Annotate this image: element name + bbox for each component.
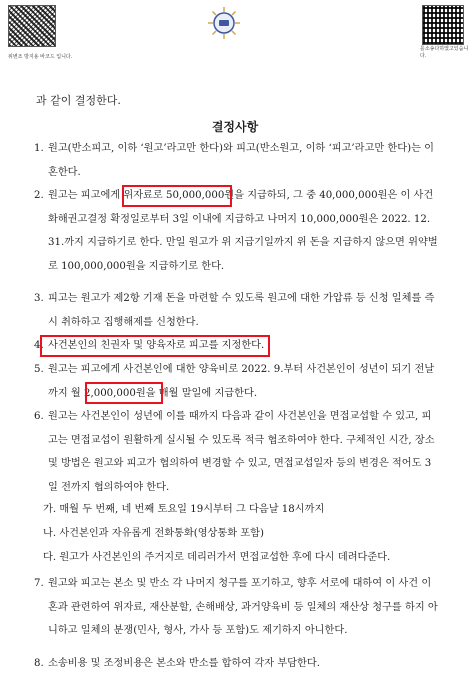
sub-item: 다. 원고가 사건본인의 주거지로 데리러가서 면접교섭한 후에 다시 데려다준다. [43, 552, 391, 563]
barcode-left [8, 5, 56, 47]
qr-code-right [422, 5, 464, 45]
page-title: 결정사항 [211, 120, 259, 134]
sub-item: 나. 사건본인과 자유롭게 전화통화(영상통화 포함) [43, 528, 264, 539]
court-emblem-icon [207, 6, 241, 40]
list-item: 4. 사건본인의 친권자 및 양육자로 피고를 지정한다. [34, 340, 265, 351]
lead-text: 과 같이 결정한다. [36, 94, 121, 107]
list-item: 8. 소송비용 및 조정비용은 본소와 반소를 합하여 각자 부담한다. [34, 658, 320, 669]
list-item: 3. 피고는 원고가 제2항 기재 돈을 마련할 수 있도록 원고에 대한 가압류 등 신청 일체를 즉시 취하하고 집행해제를 신청한다. [34, 293, 435, 328]
qr-caption-right: 를소송다하였고있습니다. [420, 46, 469, 59]
list-item: 2. 원고는 피고에게 위자료로 50,000,000원을 지급하되, 그 중 40,000,000원은 이 사건 화해권고결정 확정일로부터 3일 이내에 지급하고 나머지 10,000,000원은 2022. 12. 31.까지 지급하기로 한다. 만일 원고가 위 지급기일까지 위 돈을 지급하지 않으면 위약벌로 100,000,000원을 지급하기로 한다. [34, 190, 438, 272]
list-item: 7. 원고와 피고는 본소 및 반소 각 나머지 청구를 포기하고, 향후 서로에 대하여 이 사건 이혼과 관련하여 위자료, 재산분할, 손해배상, 과거양육비 등 일체의 재산상 청구를 하지 아니하고 일체의 분쟁(민사, 형사, 가사 등 포함)도 제기하지 아니한다. [34, 578, 438, 636]
list-item: 5. 원고는 피고에게 사건본인에 대한 양육비로 2022. 9.부터 사건본인이 성년이 되기 전날까지 월 2,000,000원을 매월 말일에 지급한다. [34, 364, 435, 399]
list-item: 1. 원고(반소피고, 이하 ‘원고’라고만 한다)와 피고(반소원고, 이하 ‘피고’라고만 한다)는 이혼한다. [34, 143, 434, 178]
barcode-caption-left: 위변조 방지용 바코드 입니다. [8, 54, 73, 60]
list-item: 6. 원고는 사건본인이 성년에 이를 때까지 다음과 같이 사건본인을 면접교섭할 수 있고, 피고는 면접교섭이 원활하게 실시될 수 있도록 적극 협조하여야 한다. 구체적인 시간, 장소 및 방법은 원고와 피고가 협의하여 변경할 수 있고, 면접교섭일자 등의 변경은 적어도 3일 전까지 협의하여야 한다. [34, 411, 435, 493]
sub-item: 가. 매월 두 번째, 네 번째 토요일 19시부터 그 다음날 18시까지 [43, 504, 325, 515]
